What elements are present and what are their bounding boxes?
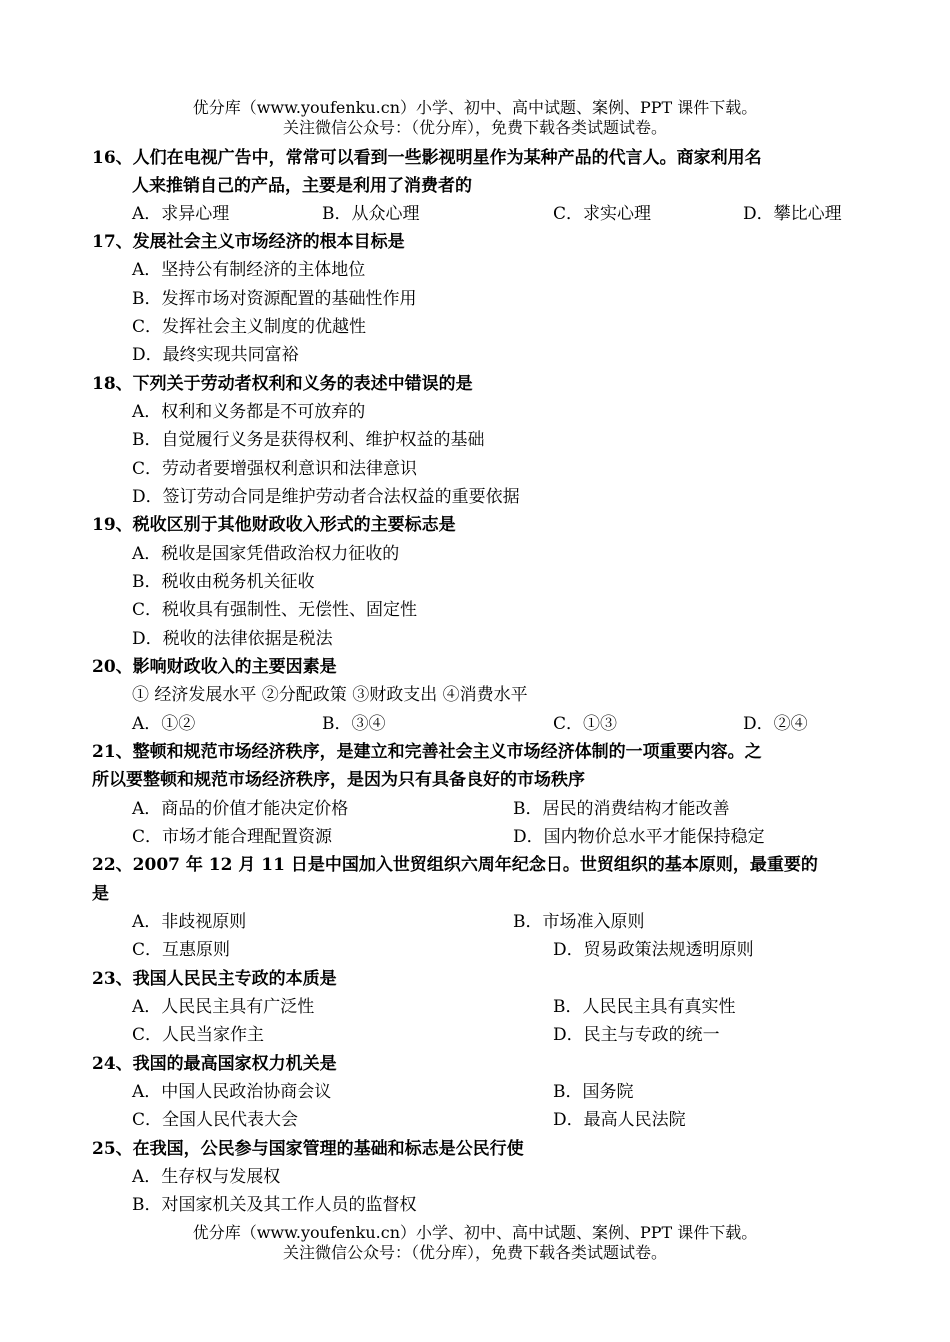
question-25-stem: 25、在我国，公民参与国家管理的基础和标志是公民行使 <box>92 1139 524 1159</box>
q21-option-a: A．商品的价值才能决定价格 <box>132 799 349 819</box>
q16-option-b: B．从众心理 <box>322 204 420 224</box>
q21-option-b: B．居民的消费结构才能改善 <box>513 799 730 819</box>
q20-option-b: B．③④ <box>322 714 386 734</box>
question-22-stem: 22、2007 年 12 月 11 日是中国加入世贸组织六周年纪念日。世贸组织的基本原则，最重要的 <box>92 855 818 875</box>
q21-option-c: C．市场才能合理配置资源 <box>132 827 333 847</box>
q17-option-c: C．发挥社会主义制度的优越性 <box>132 317 367 337</box>
q22-option-b: B．市场准入原则 <box>513 912 645 932</box>
q18-option-b: B．自觉履行义务是获得权利、维护权益的基础 <box>132 430 485 450</box>
q24-option-d: D．最高人民法院 <box>553 1110 686 1130</box>
question-20-stem: 20、影响财政收入的主要因素是 <box>92 657 337 677</box>
q19-option-b: B．税收由税务机关征收 <box>132 572 315 592</box>
question-21-stem-cont: 所以要整顿和规范市场经济秩序，是因为只有具备良好的市场秩序 <box>92 770 585 790</box>
q18-option-a: A．权利和义务都是不可放弃的 <box>132 402 366 422</box>
q16-option-c: C．求实心理 <box>553 204 652 224</box>
q24-option-b: B．国务院 <box>553 1082 634 1102</box>
q18-option-d: D．签订劳动合同是维护劳动者合法权益的重要依据 <box>132 487 520 507</box>
q19-option-a: A．税收是国家凭借政治权力征收的 <box>132 544 400 564</box>
q17-option-d: D．最终实现共同富裕 <box>132 345 299 365</box>
question-23-stem: 23、我国人民民主专政的本质是 <box>92 969 337 989</box>
q20-items: ① 经济发展水平 ②分配政策 ③财政支出 ④消费水平 <box>132 685 528 705</box>
question-19-stem: 19、税收区别于其他财政收入形式的主要标志是 <box>92 515 456 535</box>
question-22-stem-cont: 是 <box>92 884 109 904</box>
q17-option-a: A．坚持公有制经济的主体地位 <box>132 260 366 280</box>
q24-option-c: C．全国人民代表大会 <box>132 1110 299 1130</box>
q23-option-a: A．人民民主具有广泛性 <box>132 997 315 1017</box>
question-17-stem: 17、发展社会主义市场经济的根本目标是 <box>92 232 405 252</box>
q22-option-a: A．非歧视原则 <box>132 912 247 932</box>
header-line-2: 关注微信公众号：（优分库），免费下载各类试题试卷。 <box>282 118 667 137</box>
q25-option-a: A．生存权与发展权 <box>132 1167 281 1187</box>
header-line-1: 优分库（www.youfenku.cn）小学、初中、高中试题、案例、PPT 课件下载。 <box>192 98 758 117</box>
q16-option-a: A．求异心理 <box>132 204 230 224</box>
q22-option-d: D．贸易政策法规透明原则 <box>553 940 754 960</box>
q21-option-d: D．国内物价总水平才能保持稳定 <box>513 827 765 847</box>
footer-line-2: 关注微信公众号：（优分库），免费下载各类试题试卷。 <box>282 1243 667 1262</box>
q23-option-c: C．人民当家作主 <box>132 1025 265 1045</box>
q23-option-b: B．人民民主具有真实性 <box>553 997 736 1017</box>
q23-option-d: D．民主与专政的统一 <box>553 1025 720 1045</box>
q20-option-a: A．①② <box>132 714 196 734</box>
question-18-stem: 18、下列关于劳动者权利和义务的表述中错误的是 <box>92 374 473 394</box>
q24-option-a: A．中国人民政治协商会议 <box>132 1082 332 1102</box>
q20-option-d: D．②④ <box>743 714 808 734</box>
footer-line-1: 优分库（www.youfenku.cn）小学、初中、高中试题、案例、PPT 课件下载。 <box>192 1223 758 1242</box>
question-16-stem-cont: 人来推销自己的产品，主要是利用了消费者的 <box>132 176 472 196</box>
question-21-stem: 21、整顿和规范市场经济秩序，是建立和完善社会主义市场经济体制的一项重要内容。之 <box>92 742 762 762</box>
q22-option-c: C．互惠原则 <box>132 940 231 960</box>
q20-option-c: C．①③ <box>553 714 618 734</box>
question-24-stem: 24、我国的最高国家权力机关是 <box>92 1054 337 1074</box>
q18-option-c: C．劳动者要增强权利意识和法律意识 <box>132 459 418 479</box>
q19-option-c: C．税收具有强制性、无偿性、固定性 <box>132 600 418 620</box>
question-16-stem: 16、人们在电视广告中，常常可以看到一些影视明星作为某种产品的代言人。商家利用名 <box>92 148 762 168</box>
q25-option-b: B．对国家机关及其工作人员的监督权 <box>132 1195 417 1215</box>
q19-option-d: D．税收的法律依据是税法 <box>132 629 333 649</box>
q16-option-d: D．攀比心理 <box>743 204 842 224</box>
q17-option-b: B．发挥市场对资源配置的基础性作用 <box>132 289 417 309</box>
